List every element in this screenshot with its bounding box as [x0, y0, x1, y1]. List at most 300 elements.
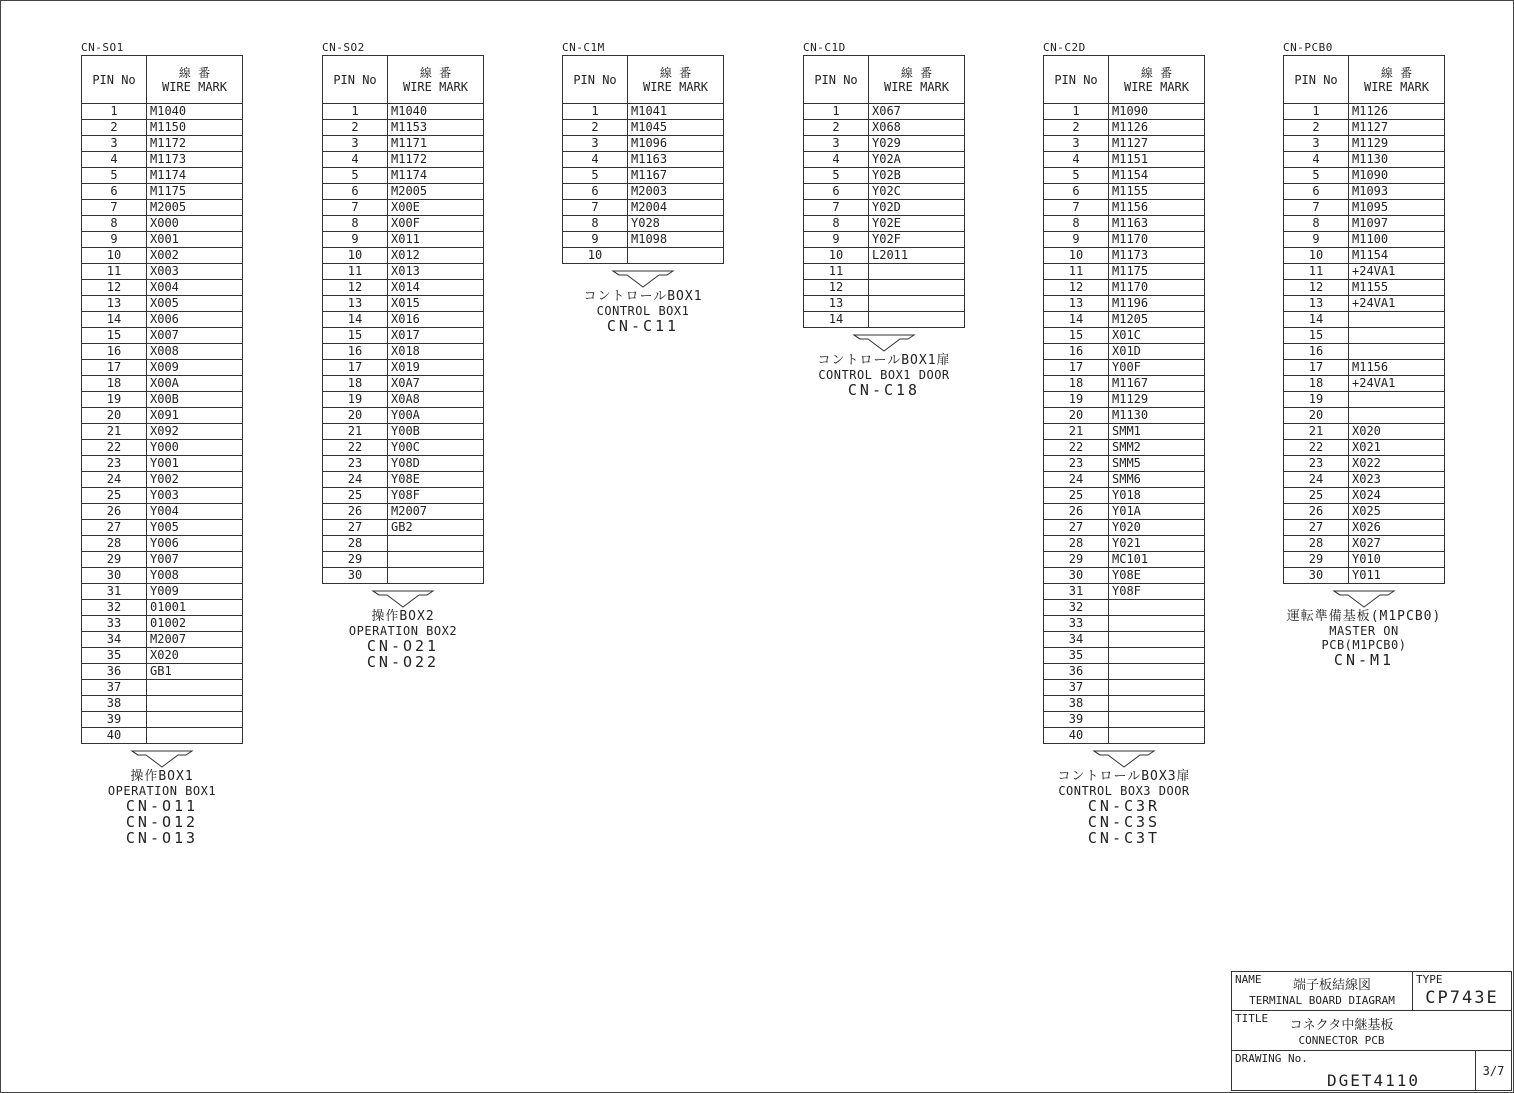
pin-number: 36	[82, 664, 147, 680]
table-row	[82, 648, 243, 664]
pin-number: 38	[1044, 696, 1109, 712]
table-row	[1284, 552, 1445, 568]
table-row	[1044, 296, 1205, 312]
pin-number: 29	[1284, 552, 1349, 568]
wire-mark: M1167	[1109, 376, 1205, 392]
table-row	[1044, 168, 1205, 184]
type-label: TYPE	[1416, 973, 1443, 986]
table-header	[1044, 56, 1205, 104]
table-header	[323, 56, 484, 104]
table-row	[1044, 216, 1205, 232]
wire-mark: X002	[147, 248, 243, 264]
wire-mark: M1126	[1109, 120, 1205, 136]
table-row	[323, 488, 484, 504]
table-row	[1044, 520, 1205, 536]
wire-mark: Y00F	[1109, 360, 1205, 376]
table-row	[82, 392, 243, 408]
table-row	[82, 568, 243, 584]
table-row	[1044, 680, 1205, 696]
table-row	[1284, 280, 1445, 296]
wire-mark	[1109, 728, 1205, 744]
table-row	[563, 168, 724, 184]
destination-code: CN-C3S	[1087, 813, 1161, 831]
table-row	[1284, 248, 1445, 264]
wire-mark: X092	[147, 424, 243, 440]
destination	[322, 589, 484, 670]
wire-mark	[1109, 632, 1205, 648]
wire-mark: SMM5	[1109, 456, 1205, 472]
table-row	[1044, 264, 1205, 280]
pin-number: 14	[1284, 312, 1349, 328]
wire-mark: Y018	[1109, 488, 1205, 504]
wire-mark: Y08E	[388, 472, 484, 488]
wire-mark	[1349, 312, 1445, 328]
wire-mark: Y02F	[869, 232, 965, 248]
title-label: TITLE	[1235, 1012, 1269, 1025]
pin-number: 11	[82, 264, 147, 280]
destination-code: CN-O21	[366, 637, 440, 655]
name-en: TERMINAL BOARD DIAGRAM	[1249, 994, 1395, 1007]
wire-mark: M1150	[147, 120, 243, 136]
table-row	[323, 104, 484, 120]
table-row	[82, 408, 243, 424]
pin-number: 8	[82, 216, 147, 232]
pin-number: 32	[82, 600, 147, 616]
pin-number: 7	[82, 200, 147, 216]
connector-name: CN-C2D	[1043, 41, 1086, 54]
wire-mark: M1045	[628, 120, 724, 136]
pin-number: 18	[323, 376, 388, 392]
wire-mark: X012	[388, 248, 484, 264]
table-row	[323, 456, 484, 472]
table-row	[1044, 632, 1205, 648]
wire-mark	[147, 680, 243, 696]
table-row	[1044, 232, 1205, 248]
wire-mark: M1130	[1109, 408, 1205, 424]
table-row	[1284, 424, 1445, 440]
table-row	[323, 376, 484, 392]
table-row	[82, 328, 243, 344]
wire-mark: M1172	[388, 152, 484, 168]
wire-mark: +24VA1	[1349, 264, 1445, 280]
table-row	[1044, 280, 1205, 296]
pin-number: 24	[1284, 472, 1349, 488]
table-row	[1044, 600, 1205, 616]
table-row	[1284, 568, 1445, 584]
table-row	[323, 248, 484, 264]
table-row	[1044, 456, 1205, 472]
wire-mark: Y00A	[388, 408, 484, 424]
pin-number: 33	[82, 616, 147, 632]
table-row	[804, 120, 965, 136]
table-row	[82, 488, 243, 504]
table-row	[1044, 152, 1205, 168]
table-row	[323, 328, 484, 344]
pin-number: 15	[1284, 328, 1349, 344]
destination-en: CONTROL BOX3 DOOR	[1058, 784, 1190, 798]
pin-number: 22	[1044, 440, 1109, 456]
wire-mark: X025	[1349, 504, 1445, 520]
pin-table	[81, 55, 243, 744]
wire-mark: M2003	[628, 184, 724, 200]
down-arrow-icon	[611, 269, 675, 289]
table-row	[82, 680, 243, 696]
destination-code: CN-O12	[125, 813, 199, 831]
wire-mark-header-jp: 線 番	[419, 65, 452, 80]
pin-number: 8	[1044, 216, 1109, 232]
wire-mark-header	[1349, 56, 1445, 104]
wire-mark-header	[388, 56, 484, 104]
wire-mark	[1349, 328, 1445, 344]
wire-mark-header	[1109, 56, 1205, 104]
table-row	[82, 728, 243, 744]
pin-number: 13	[1284, 296, 1349, 312]
pin-number: 9	[563, 232, 628, 248]
wire-mark: Y01A	[1109, 504, 1205, 520]
table-row	[1044, 616, 1205, 632]
pin-number: 10	[804, 248, 869, 264]
wire-mark: X091	[147, 408, 243, 424]
wire-mark: M1090	[1109, 104, 1205, 120]
pin-number: 1	[323, 104, 388, 120]
wire-mark: M1040	[388, 104, 484, 120]
pin-number: 6	[1284, 184, 1349, 200]
pin-number: 1	[1044, 104, 1109, 120]
table-row	[82, 696, 243, 712]
table-row	[1044, 184, 1205, 200]
wire-mark: M1205	[1109, 312, 1205, 328]
pin-number: 37	[1044, 680, 1109, 696]
pin-number: 8	[563, 216, 628, 232]
table-row	[323, 264, 484, 280]
pin-number: 18	[1044, 376, 1109, 392]
pin-number: 31	[1044, 584, 1109, 600]
table-row	[1284, 536, 1445, 552]
destination-en: OPERATION BOX1	[107, 784, 217, 798]
pin-number: 25	[82, 488, 147, 504]
table-row	[1284, 296, 1445, 312]
wire-mark: M1097	[1349, 216, 1445, 232]
destination	[1043, 749, 1205, 846]
wire-mark	[147, 728, 243, 744]
wire-mark: X016	[388, 312, 484, 328]
wire-mark	[869, 264, 965, 280]
connector-block	[1283, 41, 1445, 668]
pin-number: 40	[82, 728, 147, 744]
pin-number: 7	[1044, 200, 1109, 216]
destination-code: CN-C11	[606, 317, 680, 335]
wire-mark: Y000	[147, 440, 243, 456]
pin-number: 15	[323, 328, 388, 344]
table-row	[804, 264, 965, 280]
pin-number: 6	[804, 184, 869, 200]
pin-number: 16	[82, 344, 147, 360]
table-row	[1044, 568, 1205, 584]
pin-number: 6	[323, 184, 388, 200]
title-block	[1231, 971, 1512, 1091]
table-row	[1044, 248, 1205, 264]
title-jp: コネクタ中継基板	[1289, 1018, 1394, 1033]
table-row	[804, 152, 965, 168]
wire-mark: M1163	[1109, 216, 1205, 232]
table-row	[1044, 376, 1205, 392]
table-row	[82, 472, 243, 488]
wire-mark-header-jp: 線 番	[900, 65, 933, 80]
name-label: NAME	[1235, 973, 1262, 986]
table-row	[82, 424, 243, 440]
connector-name: CN-SO2	[322, 41, 365, 54]
pin-number: 24	[82, 472, 147, 488]
drawing-number: DGET4110	[1326, 1071, 1421, 1090]
connector-name: CN-C1M	[562, 41, 605, 54]
pin-number: 14	[1044, 312, 1109, 328]
table-row	[323, 136, 484, 152]
pin-number: 7	[563, 200, 628, 216]
wire-mark: X009	[147, 360, 243, 376]
pin-table	[1283, 55, 1445, 584]
down-arrow-icon	[371, 589, 435, 609]
wire-mark: M1093	[1349, 184, 1445, 200]
wire-mark: X027	[1349, 536, 1445, 552]
table-row	[82, 264, 243, 280]
table-row	[323, 152, 484, 168]
wire-mark: X013	[388, 264, 484, 280]
pin-number: 30	[323, 568, 388, 584]
table-row	[804, 200, 965, 216]
table-row	[1284, 376, 1445, 392]
pin-number: 21	[1284, 424, 1349, 440]
table-row	[563, 120, 724, 136]
wire-mark	[147, 696, 243, 712]
table-row	[563, 216, 724, 232]
pin-number: 3	[804, 136, 869, 152]
wire-mark: M1171	[388, 136, 484, 152]
pin-number: 9	[82, 232, 147, 248]
wire-mark: M1040	[147, 104, 243, 120]
pin-number: 9	[804, 232, 869, 248]
table-row	[323, 120, 484, 136]
wire-mark	[388, 536, 484, 552]
pin-no-header: PIN No	[563, 56, 628, 104]
pin-number: 5	[563, 168, 628, 184]
pin-number: 27	[1044, 520, 1109, 536]
table-row	[1284, 440, 1445, 456]
wire-mark: Y001	[147, 456, 243, 472]
table-row	[1044, 536, 1205, 552]
wire-mark: SMM1	[1109, 424, 1205, 440]
pin-number: 20	[82, 408, 147, 424]
wire-mark: M2007	[147, 632, 243, 648]
wire-mark-header-en: WIRE MARK	[161, 79, 228, 94]
wire-mark	[1109, 664, 1205, 680]
table-row	[82, 536, 243, 552]
pin-number: 21	[82, 424, 147, 440]
pin-number: 29	[1044, 552, 1109, 568]
wire-mark: M1129	[1349, 136, 1445, 152]
pin-number: 2	[563, 120, 628, 136]
table-row	[1044, 552, 1205, 568]
table-row	[1044, 344, 1205, 360]
table-row	[1284, 184, 1445, 200]
title-en: CONNECTOR PCB	[1298, 1034, 1385, 1047]
pin-number: 5	[1044, 168, 1109, 184]
table-header	[82, 56, 243, 104]
table-row	[1284, 408, 1445, 424]
table-row	[1284, 200, 1445, 216]
pin-table	[322, 55, 484, 584]
wire-mark	[1109, 696, 1205, 712]
wire-mark: X068	[869, 120, 965, 136]
pin-number: 38	[82, 696, 147, 712]
table-row	[1044, 648, 1205, 664]
table-row	[82, 520, 243, 536]
pin-number: 19	[323, 392, 388, 408]
table-row	[82, 504, 243, 520]
pin-number: 5	[1284, 168, 1349, 184]
wire-mark: X011	[388, 232, 484, 248]
table-row	[563, 152, 724, 168]
wire-mark: M2004	[628, 200, 724, 216]
pin-no-header: PIN No	[1044, 56, 1109, 104]
table-row	[82, 712, 243, 728]
table-row	[804, 280, 965, 296]
wire-mark: M1130	[1349, 152, 1445, 168]
table-row	[1044, 120, 1205, 136]
pin-number: 39	[82, 712, 147, 728]
pin-table	[1043, 55, 1205, 744]
table-row	[82, 360, 243, 376]
wire-mark: X007	[147, 328, 243, 344]
pin-number: 14	[323, 312, 388, 328]
wire-mark	[1349, 408, 1445, 424]
wire-mark: Y020	[1109, 520, 1205, 536]
pin-number: 26	[1044, 504, 1109, 520]
table-row	[323, 200, 484, 216]
destination-jp: コントロールBOX1	[583, 289, 703, 304]
destination-jp: 操作BOX2	[371, 609, 435, 624]
table-row	[1284, 360, 1445, 376]
pin-number: 37	[82, 680, 147, 696]
table-row	[82, 312, 243, 328]
destination-en: OPERATION BOX2	[348, 624, 458, 638]
pin-number: 13	[804, 296, 869, 312]
pin-number: 19	[1044, 392, 1109, 408]
wire-mark: Y02D	[869, 200, 965, 216]
pin-number: 4	[82, 152, 147, 168]
table-row	[1284, 488, 1445, 504]
wire-mark: M1100	[1349, 232, 1445, 248]
pin-number: 22	[82, 440, 147, 456]
pin-number: 23	[323, 456, 388, 472]
wire-mark: X01C	[1109, 328, 1205, 344]
pin-number: 3	[82, 136, 147, 152]
table-row	[1044, 728, 1205, 744]
destination-en: CONTROL BOX1	[596, 304, 690, 318]
table-row	[82, 616, 243, 632]
pin-number: 3	[1284, 136, 1349, 152]
wire-mark: M1155	[1349, 280, 1445, 296]
destination-code: CN-O11	[125, 797, 199, 815]
wire-mark: Y009	[147, 584, 243, 600]
table-row	[804, 216, 965, 232]
table-row	[323, 568, 484, 584]
pin-number: 31	[82, 584, 147, 600]
pin-number: 5	[323, 168, 388, 184]
wire-mark: X01D	[1109, 344, 1205, 360]
table-row	[1044, 584, 1205, 600]
wire-mark: M1167	[628, 168, 724, 184]
pin-number: 25	[1284, 488, 1349, 504]
destination	[81, 749, 243, 846]
wire-mark-header-en: WIRE MARK	[402, 79, 469, 94]
destination-code: CN-M1	[1333, 651, 1395, 669]
table-row	[323, 552, 484, 568]
wire-mark: X019	[388, 360, 484, 376]
table-row	[804, 248, 965, 264]
table-row	[82, 296, 243, 312]
pin-number: 27	[323, 520, 388, 536]
pin-table	[803, 55, 965, 328]
wire-mark: X008	[147, 344, 243, 360]
title-cell	[1231, 1010, 1512, 1051]
table-row	[1284, 520, 1445, 536]
pin-number: 2	[82, 120, 147, 136]
table-row	[82, 216, 243, 232]
pin-number: 18	[1284, 376, 1349, 392]
pin-number: 10	[82, 248, 147, 264]
wire-mark: 01002	[147, 616, 243, 632]
pin-number: 9	[1044, 232, 1109, 248]
wire-mark: X014	[388, 280, 484, 296]
pin-number: 12	[804, 280, 869, 296]
pin-number: 12	[323, 280, 388, 296]
table-row	[323, 536, 484, 552]
pin-number: 10	[563, 248, 628, 264]
wire-mark: 01001	[147, 600, 243, 616]
name-jp: 端子板結線図	[1292, 978, 1371, 993]
table-row	[82, 664, 243, 680]
wire-mark: X0A7	[388, 376, 484, 392]
down-arrow-icon	[852, 333, 916, 353]
wire-mark	[1349, 344, 1445, 360]
pin-number: 30	[82, 568, 147, 584]
pin-number: 26	[1284, 504, 1349, 520]
wire-mark: M1174	[388, 168, 484, 184]
table-row	[1044, 312, 1205, 328]
pin-number: 28	[323, 536, 388, 552]
table-row	[82, 104, 243, 120]
wire-mark-header-en: WIRE MARK	[883, 79, 950, 94]
table-row	[1284, 152, 1445, 168]
pin-number: 32	[1044, 600, 1109, 616]
wire-mark	[869, 280, 965, 296]
wire-mark: M1156	[1349, 360, 1445, 376]
wire-mark: Y008	[147, 568, 243, 584]
destination-code: CN-C3R	[1087, 797, 1161, 815]
table-row	[563, 232, 724, 248]
destination-en: MASTER ON PCB(M1PCB0)	[1321, 624, 1407, 652]
table-row	[323, 168, 484, 184]
wire-mark: X020	[147, 648, 243, 664]
table-row	[82, 456, 243, 472]
table-row	[1284, 104, 1445, 120]
wire-mark: M1126	[1349, 104, 1445, 120]
pin-number: 4	[563, 152, 628, 168]
table-row	[563, 104, 724, 120]
table-row	[323, 472, 484, 488]
connector-block	[322, 41, 484, 670]
pin-number: 21	[1044, 424, 1109, 440]
